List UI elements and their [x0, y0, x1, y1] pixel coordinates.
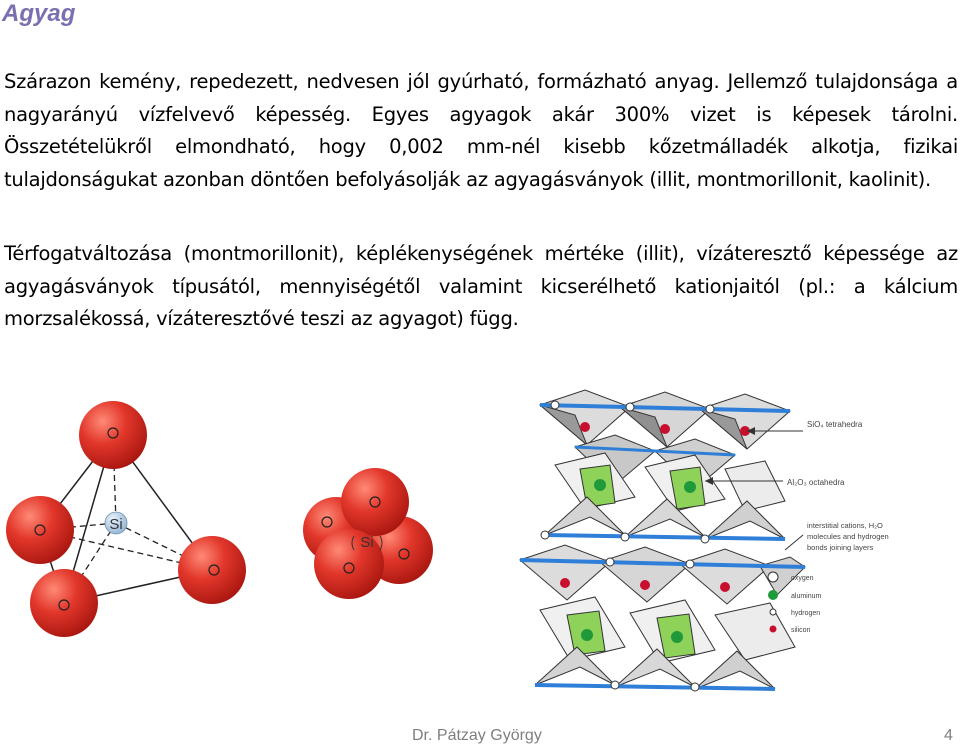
paragraph-2: Térfogatváltozása (montmorillonit), képlékenységének mértéke (illit), vízáteresztő képessége az agyagásványok típusától, mennyiségétől valamint kicserélhető kationjaitól (pl.: a kálcium morzsalékossá, vízáteresztővé teszi az agyagot) függ.	[4, 242, 958, 330]
clay-structure-figure	[515, 385, 955, 725]
octahedra-label: Al₂O₃ octahedra	[787, 478, 845, 487]
legend-hydrogen: hydrogen	[791, 610, 821, 617]
oxygen-sphere	[6, 496, 74, 564]
oxygen-sphere	[178, 536, 246, 604]
legend-aluminum: aluminum	[791, 593, 822, 600]
tetrahedra-label: SiO₄ tetrahedra	[807, 420, 863, 429]
packed-tetrahedron-figure	[295, 462, 455, 602]
page-number: 4	[944, 727, 953, 744]
tetrahedral-layer	[545, 497, 785, 539]
footer-author: Dr. Pátzay György	[412, 727, 542, 744]
slide-title: Agyag	[2, 0, 76, 27]
tetrahedral-layer	[535, 647, 775, 689]
oxygen-sphere	[79, 401, 147, 469]
oxygen-sphere	[30, 569, 98, 637]
si-label: Si	[109, 516, 123, 533]
tetrahedron-figure	[0, 395, 260, 655]
tetrahedral-layer	[520, 545, 805, 604]
silicon-sphere	[105, 512, 127, 534]
legend-oxygen: oxygen	[791, 575, 814, 582]
si-label: Si	[360, 534, 374, 551]
interstitial-label-3: bonds joining layers	[807, 543, 874, 552]
paragraph-1: Szárazon kemény, repedezett, nedvesen jól gyúrható, formázható anyag. Jellemző tulajdonsága a nagyarányú vízfelvevő képesség. Egyes agyagok akár 300% vizet is képesek tárolni. Összetételükről elmondható, hogy 0,002 mm-nél kisebb kőzetmálladék alkotja, fizikai tulajdonságukat azonban döntően befolyásolják az agyagásványok (illit, montmorillonit, kaolinit).	[4, 70, 958, 191]
interstitial-label-1: interstitial cations, H₂O	[807, 521, 883, 530]
interstitial-label-2: molecules and hydrogen	[807, 532, 889, 541]
oxygen-sphere	[341, 468, 409, 536]
legend-silicon: silicon	[791, 627, 811, 634]
